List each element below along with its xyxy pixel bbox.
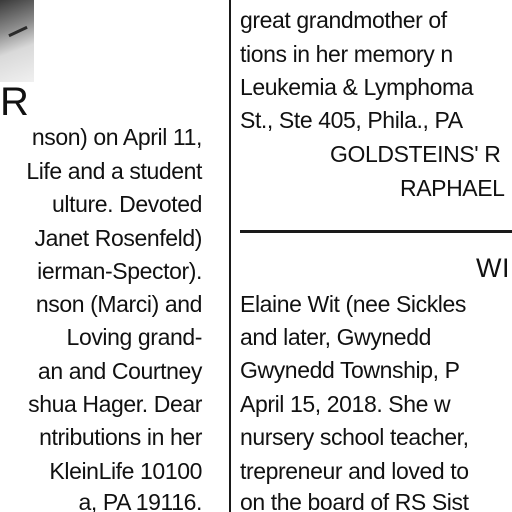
obituary-text-line: trepreneur and loved to <box>240 458 469 484</box>
obituary-text-line: Janet Rosenfeld) <box>34 225 202 251</box>
section-rule <box>240 230 512 233</box>
obituary-photo <box>0 0 34 82</box>
obituary-text-line: Gwynedd Township, P <box>240 357 460 383</box>
obituary-text-line: a, PA 19116. <box>78 489 202 512</box>
obituary-text-line: and later, Gwynedd <box>240 324 431 350</box>
obituary-heading: WI <box>476 253 510 283</box>
obituary-text-line: tions in her memory n <box>240 41 453 67</box>
funeral-home-line: RAPHAEL <box>400 175 505 201</box>
funeral-home-line: GOLDSTEINS' R <box>330 141 501 167</box>
obituary-text-line: nson) on April 11, <box>31 124 202 150</box>
obituary-text-line: ierman-Spector). <box>37 258 202 284</box>
obituary-text-line: an and Courtney <box>37 358 202 384</box>
obituary-text-line: KleinLife 10100 <box>49 458 202 484</box>
obituary-text-line: great grandmother of <box>240 7 447 33</box>
obituary-text-line: ulture. Devoted <box>52 191 202 217</box>
obituary-text-line: nursery school teacher, <box>240 424 469 450</box>
obituary-text-line: April 15, 2018. She w <box>240 391 451 417</box>
left-obituary-column <box>0 0 218 512</box>
obituary-text-line: Elaine Wit (nee Sickles <box>240 291 466 317</box>
obituary-text-line: nson (Marci) and <box>35 291 202 317</box>
obituary-text-line: shua Hager. Dear <box>28 391 202 417</box>
obituary-text-line: Life and a student <box>26 158 202 184</box>
column-divider <box>229 0 231 512</box>
obituary-text-line: ntributions in her <box>39 424 202 450</box>
obituary-text-line: on the board of RS Sist <box>240 489 469 512</box>
right-obituary-column <box>240 0 512 512</box>
obituary-text-line: Leukemia & Lymphoma <box>240 74 474 100</box>
obituary-text-line: Loving grand- <box>66 324 202 350</box>
obituary-name-fragment: R <box>0 80 29 124</box>
obituary-text-line: St., Ste 405, Phila., PA <box>240 107 463 133</box>
